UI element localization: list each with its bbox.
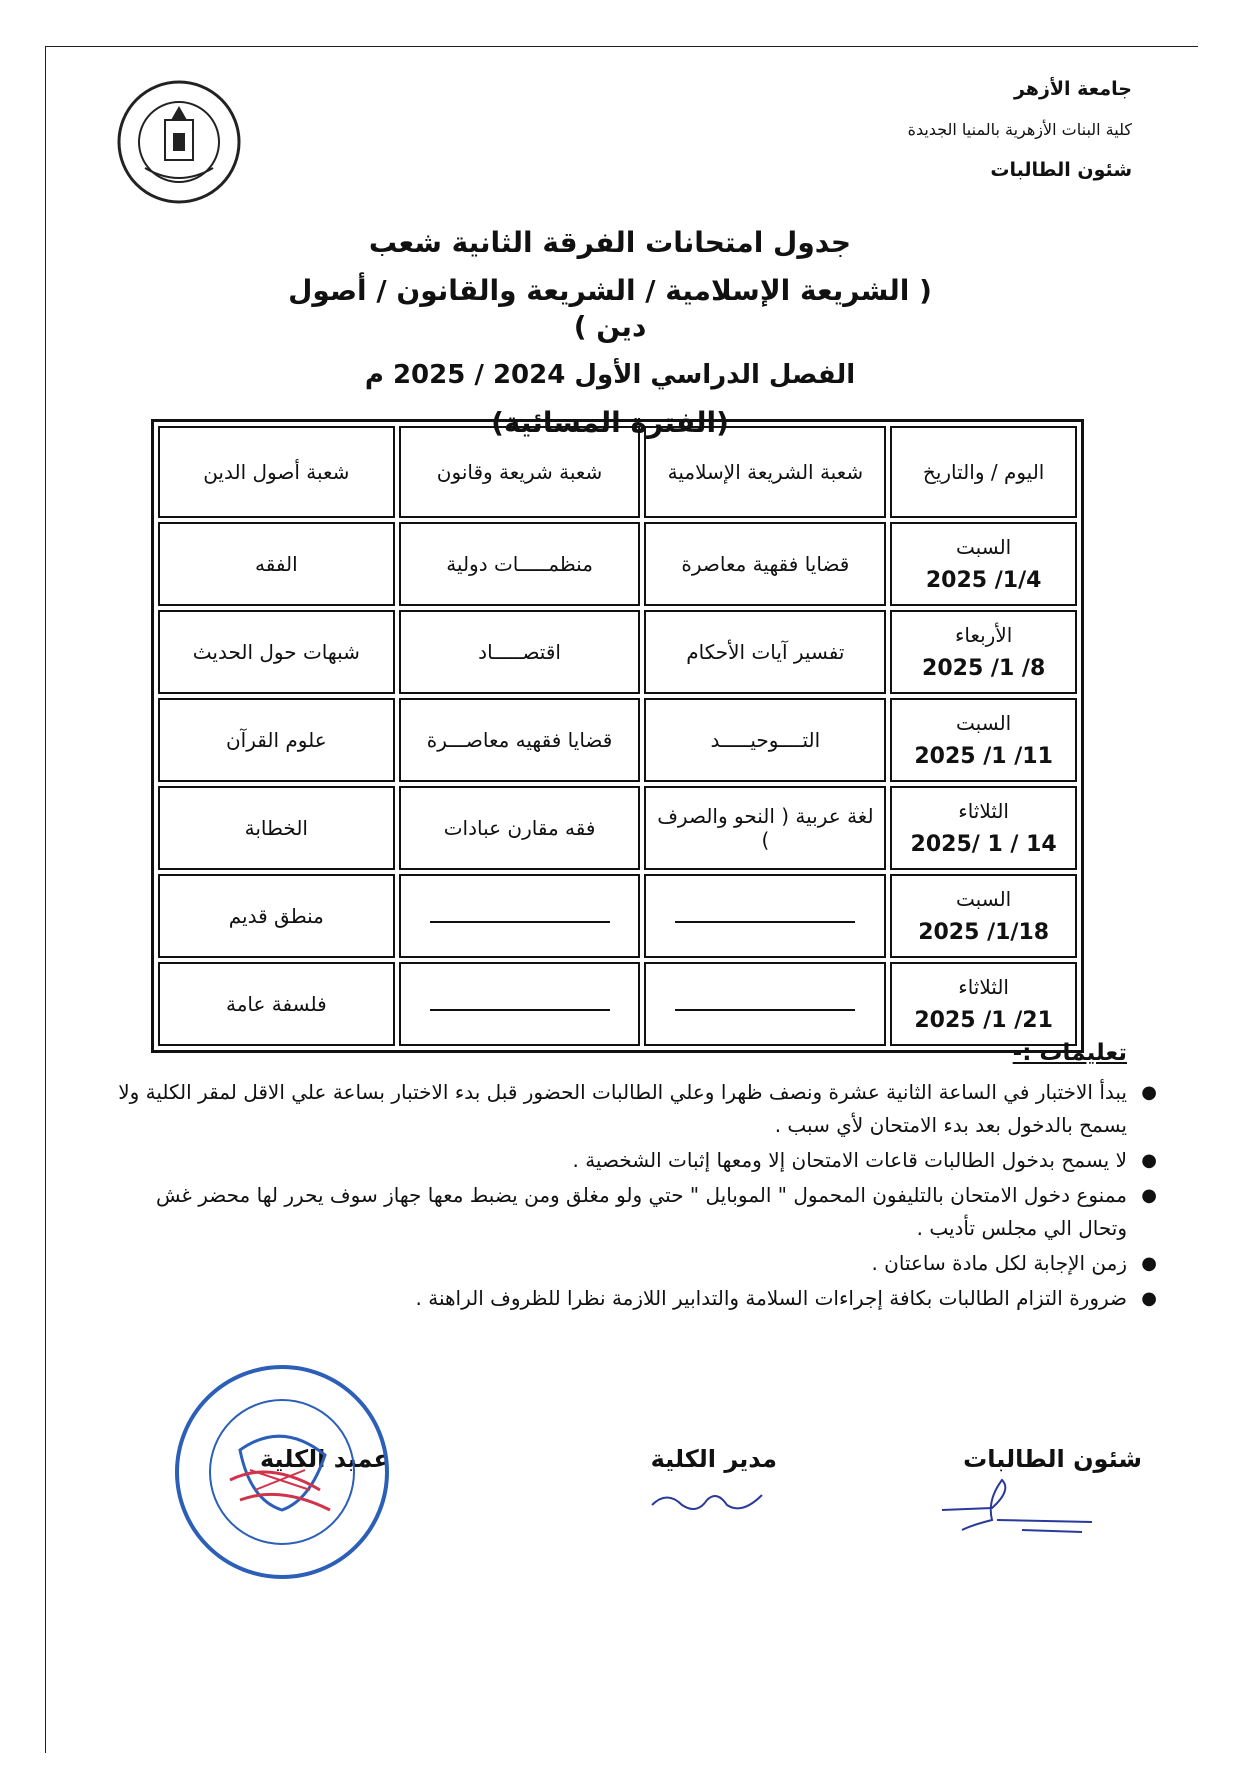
instruction-text: لا يسمح بدخول الطالبات قاعات الامتحان إلا ومعها إثبات الشخصية . bbox=[572, 1148, 1127, 1172]
date-value: 2025 /1 /8 bbox=[922, 656, 1046, 681]
day-name: الثلاثاء bbox=[958, 799, 1009, 823]
bullet-icon: ● bbox=[1141, 1150, 1157, 1171]
osool-cell: علوم القرآن bbox=[158, 698, 395, 782]
osool-cell: فلسفة عامة bbox=[158, 962, 395, 1046]
sharia-cell: لغة عربية ( النحو والصرف ) bbox=[644, 786, 886, 870]
instruction-item bbox=[107, 1282, 1157, 1315]
osool-cell: الفقه bbox=[158, 522, 395, 606]
date-value: 2025 /1 /11 bbox=[914, 744, 1053, 769]
bullet-icon: ● bbox=[1141, 1082, 1157, 1103]
instructions-section bbox=[107, 1040, 1157, 1317]
title-line-1: جدول امتحانات الفرقة الثانية شعب bbox=[368, 226, 852, 259]
date-cell bbox=[890, 522, 1077, 606]
sharia-cell: تفسير آيات الأحكام bbox=[644, 610, 886, 694]
instruction-item bbox=[107, 1076, 1157, 1142]
title-line-3: الفصل الدراسي الأول 2024 / 2025 م bbox=[364, 360, 856, 390]
handwritten-signature-manager bbox=[647, 1480, 767, 1520]
header-osool: شعبة أصول الدين bbox=[158, 426, 395, 518]
day-name: الثلاثاء bbox=[958, 975, 1009, 999]
sharia-cell: التــــوحيـــــد bbox=[644, 698, 886, 782]
law-cell-empty bbox=[399, 874, 641, 958]
osool-cell: شبهات حول الحديث bbox=[158, 610, 395, 694]
bullet-icon: ● bbox=[1141, 1185, 1157, 1206]
college-name: كلية البنات الأزهرية بالمنيا الجديدة bbox=[907, 120, 1132, 139]
day-name: السبت bbox=[956, 535, 1012, 559]
instruction-item bbox=[107, 1247, 1157, 1280]
osool-cell: الخطابة bbox=[158, 786, 395, 870]
table-row bbox=[158, 610, 1077, 694]
date-value: 2025 /1 /21 bbox=[914, 1008, 1053, 1033]
sharia-cell-empty bbox=[644, 962, 886, 1046]
instructions-title: تعليمات :- bbox=[1012, 1040, 1127, 1066]
empty-dash bbox=[430, 921, 610, 923]
header-sharia: شعبة الشريعة الإسلامية bbox=[644, 426, 886, 518]
table-row bbox=[158, 698, 1077, 782]
instructions-list bbox=[107, 1076, 1157, 1315]
day-name: السبت bbox=[956, 711, 1012, 735]
bullet-icon: ● bbox=[1141, 1288, 1157, 1309]
table-row bbox=[158, 962, 1077, 1046]
law-cell: منظمـــــات دولية bbox=[399, 522, 641, 606]
header-law: شعبة شريعة وقانون bbox=[399, 426, 641, 518]
table-header-row bbox=[158, 426, 1077, 518]
university-name: جامعة الأزهر bbox=[1013, 78, 1132, 100]
signature-dean: عميد الكلية bbox=[260, 1445, 390, 1473]
title-line-4: (الفترة المسائية) bbox=[491, 406, 729, 439]
official-stamp bbox=[170, 1360, 395, 1585]
date-cell bbox=[890, 698, 1077, 782]
date-value: 2025 /1/18 bbox=[918, 920, 1050, 945]
table-row bbox=[158, 786, 1077, 870]
table-row bbox=[158, 874, 1077, 958]
empty-dash bbox=[675, 921, 855, 923]
signature-student-affairs: شئون الطالبات bbox=[963, 1445, 1142, 1473]
table-row bbox=[158, 522, 1077, 606]
date-value: 2025/ 1 / 14 bbox=[910, 832, 1057, 857]
instruction-text: زمن الإجابة لكل مادة ساعتان . bbox=[871, 1251, 1127, 1275]
signature-college-manager: مدير الكلية bbox=[650, 1445, 777, 1473]
instruction-item bbox=[107, 1144, 1157, 1177]
date-cell bbox=[890, 786, 1077, 870]
law-cell: فقه مقارن عبادات bbox=[399, 786, 641, 870]
instruction-text: يبدأ الاختبار في الساعة الثانية عشرة ونصف ظهرا وعلي الطالبات الحضور قبل بدء الاختبار بساعة علي الاقل لمقر الكلية ولا يسمح بالدخول بعد بدء الامتحان لأي سبب . bbox=[118, 1080, 1127, 1137]
handwritten-signature-affairs bbox=[932, 1470, 1102, 1540]
instruction-item bbox=[107, 1179, 1157, 1245]
date-cell bbox=[890, 874, 1077, 958]
date-value: 2025 /1/4 bbox=[925, 568, 1042, 593]
title-line-2: ( الشريعة الإسلامية / الشريعة والقانون / أصول دين ) bbox=[288, 274, 932, 343]
day-name: السبت bbox=[956, 887, 1012, 911]
law-cell: قضايا فقهيه معاصـــرة bbox=[399, 698, 641, 782]
instruction-text: ضرورة التزام الطالبات بكافة إجراءات السلامة والتدابير اللازمة نظرا للظروف الراهنة . bbox=[415, 1286, 1127, 1310]
day-name: الأربعاء bbox=[954, 623, 1013, 647]
bullet-icon: ● bbox=[1141, 1253, 1157, 1274]
instruction-text: ممنوع دخول الامتحان بالتليفون المحمول " الموبايل " حتي ولو مغلق ومن يضبط معها جهاز سوف يحرر لها محضر غش وتحال الي مجلس تأديب . bbox=[155, 1183, 1127, 1240]
sharia-cell: قضايا فقهية معاصرة bbox=[644, 522, 886, 606]
date-cell bbox=[890, 610, 1077, 694]
date-cell bbox=[890, 962, 1077, 1046]
law-cell: اقتصـــــاد bbox=[399, 610, 641, 694]
university-logo bbox=[115, 78, 243, 206]
sharia-cell-empty bbox=[644, 874, 886, 958]
law-cell-empty bbox=[399, 962, 641, 1046]
department-name: شئون الطالبات bbox=[990, 159, 1132, 181]
header-date: اليوم / والتاريخ bbox=[890, 426, 1077, 518]
osool-cell: منطق قديم bbox=[158, 874, 395, 958]
header-block bbox=[908, 78, 1132, 201]
exam-schedule-table bbox=[151, 419, 1084, 1053]
empty-dash bbox=[675, 1009, 855, 1011]
empty-dash bbox=[430, 1009, 610, 1011]
